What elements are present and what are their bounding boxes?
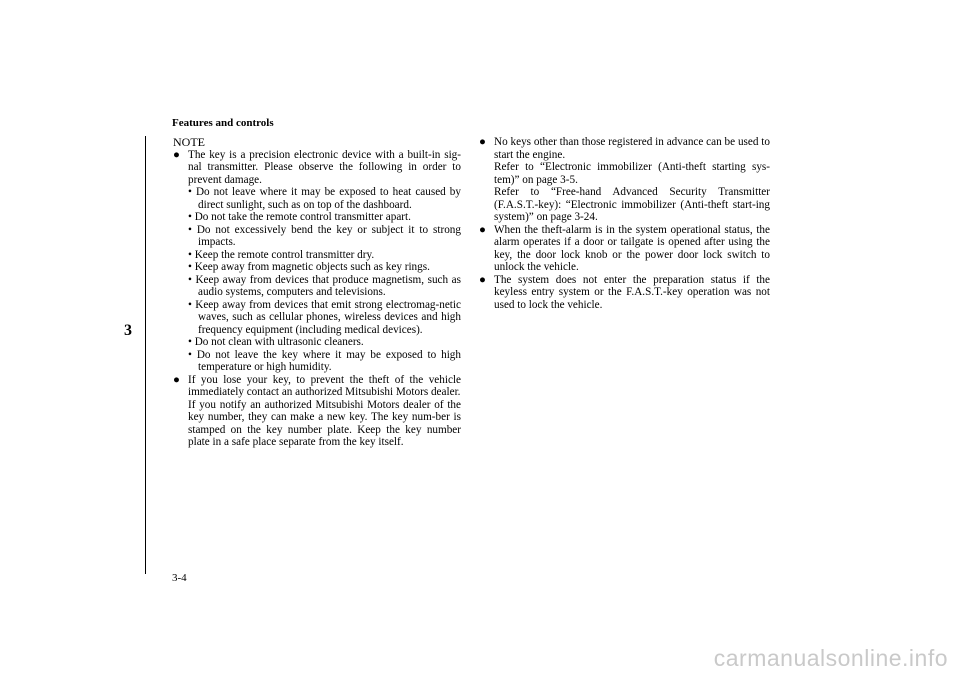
section-header: Features and controls (172, 117, 274, 129)
watermark: carmanualsonline.info (713, 645, 948, 671)
note-item-lost-key (173, 374, 461, 449)
page-number: 3-4 (172, 572, 187, 584)
note-paragraph: If you notify an authorized Mitsubishi Motors dealer of the key number, they can make a new key. The key num-ber is stamped on the key number plate. Keep the key number plate in a safe place separate from the key itself. (188, 398, 461, 448)
note-paragraph: Refer to “Electronic immobilizer (Anti-theft starting sys-tem)” on page 3-5. (494, 161, 770, 186)
note-item-theft-alarm (479, 224, 770, 274)
chapter-number: 3 (124, 322, 132, 339)
right-column (479, 136, 770, 311)
note-sub-item: • Do not leave where it may be exposed to heat caused by direct sunlight, such as on top of the dashboard. (188, 186, 461, 211)
note-sub-item: • Do not clean with ultrasonic cleaners. (188, 336, 364, 348)
note-sub-item: • Keep the remote control transmitter dry. (188, 248, 375, 261)
note-item-preparation-status (479, 274, 770, 312)
chapter-tab-divider (145, 136, 146, 574)
bullet-icon: ● (479, 136, 486, 148)
note-paragraph: No keys other than those registered in advance can be used to start the engine. (494, 136, 770, 161)
left-column (173, 136, 461, 449)
note-item-key-care (173, 149, 461, 374)
bullet-icon: ● (479, 223, 486, 236)
bullet-icon: ● (173, 373, 180, 386)
note-sub-item: • Keep away from devices that produce magnetism, such as audio systems, computers and televisions. (188, 273, 461, 298)
note-sub-item: • Do not leave the key where it may be exposed to high temperature or high humidity. (188, 348, 461, 373)
note-sub-item: • Do not take the remote control transmitter apart. (188, 211, 411, 223)
note-sub-item: • Keep away from devices that emit strong electromag-netic waves, such as cellular phones, wireless devices and high frequency equipment (including medical devices). (188, 298, 461, 336)
note-label: NOTE (173, 135, 205, 149)
note-paragraph: When the theft-alarm is in the system operational status, the alarm operates if a door or tailgate is opened after using the key, the door lock knob or the power door lock switch to unlock the vehicle. (494, 223, 770, 273)
note-sub-item: • Keep away from magnetic objects such as key rings. (188, 261, 430, 273)
note-paragraph: If you lose your key, to prevent the theft of the vehicle immediately contact an authorized Mitsubishi Motors dealer. (188, 373, 461, 398)
bullet-icon: ● (173, 148, 180, 161)
note-paragraph: The system does not enter the preparation status if the keyless entry system or the F.A.S.T.-key operation was not used to lock the vehicle. (494, 273, 770, 311)
bullet-icon: ● (479, 273, 486, 286)
note-paragraph: Refer to “Free-hand Advanced Security Transmitter (F.A.S.T.-key): “Electronic immobilizer (Anti-theft start-ing system)” on page 3-24. (494, 186, 770, 223)
note-item-registered-keys (479, 136, 770, 224)
note-intro: The key is a precision electronic device with a built-in sig-nal transmitter. Please observe the following in order to prevent damage. (188, 148, 461, 186)
note-sub-item: • Do not excessively bend the key or subject it to strong impacts. (188, 223, 461, 248)
